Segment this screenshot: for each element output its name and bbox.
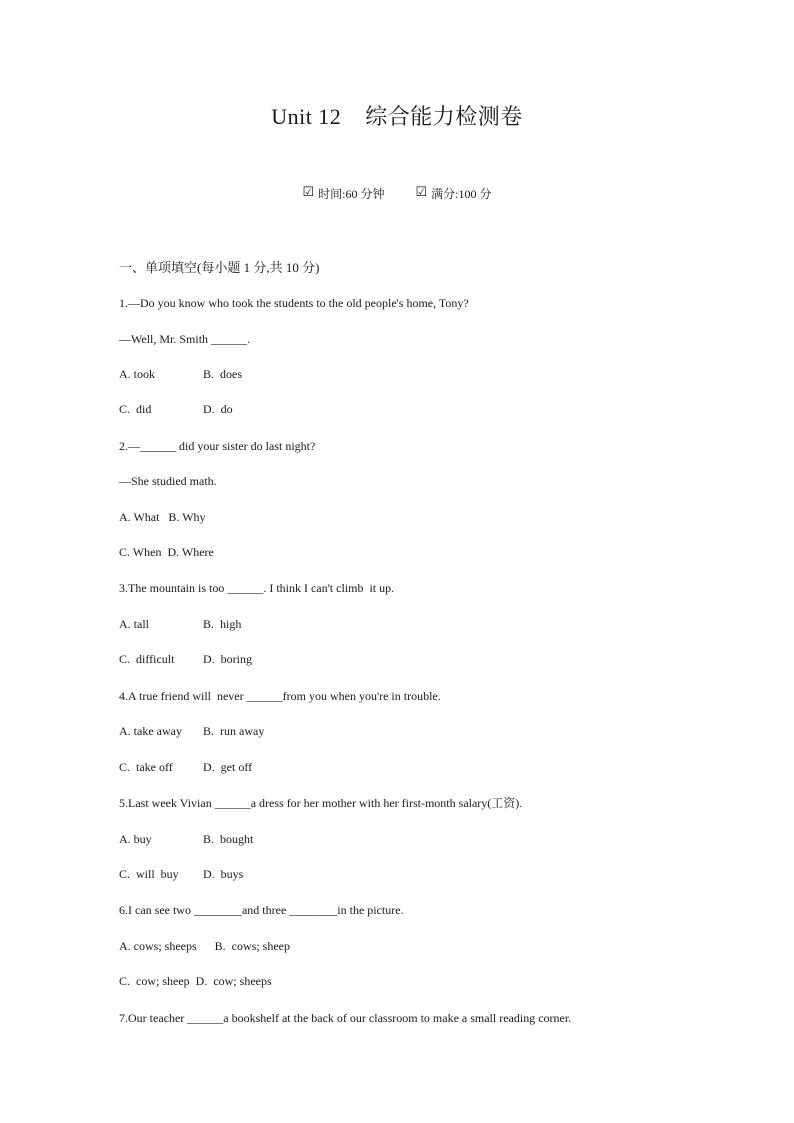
question-3-option-b: B. high: [203, 617, 242, 631]
question-6-options-cd: C. cow; sheep D. cow; sheeps: [119, 974, 272, 988]
question-4-option-b: B. run away: [203, 724, 265, 738]
question-2-reply: —She studied math.: [119, 474, 217, 488]
question-3-option-d: D. boring: [203, 652, 252, 666]
section-heading: 一、单项填空(每小题 1 分,共 10 分): [119, 260, 320, 275]
question-5-stem: 5.Last week Vivian ______a dress for her mother with her first-month salary(工资).: [119, 796, 523, 810]
page-title: Unit 12 综合能力检测卷: [271, 104, 523, 129]
checkbox-checked-icon: ☑: [302, 184, 315, 199]
question-4-stem: 4.A true friend will never ______from you when you're in trouble.: [119, 689, 441, 703]
time-limit-label: 时间:60 分钟: [318, 187, 385, 201]
question-1-reply: —Well, Mr. Smith ______.: [119, 332, 251, 346]
question-5-option-c: C. will buy: [119, 867, 179, 881]
question-4-option-c: C. take off: [119, 760, 173, 774]
question-2-stem: 2.—______ did your sister do last night?: [119, 439, 316, 453]
question-6-options-ab: A. cows; sheeps B. cows; sheep: [119, 939, 290, 953]
question-4-option-a: A. take away: [119, 724, 182, 738]
question-7-stem: 7.Our teacher ______a bookshelf at the back of our classroom to make a small reading corner.: [119, 1011, 572, 1025]
question-5-option-a: A. buy: [119, 832, 152, 846]
question-5-option-d: D. buys: [203, 867, 244, 881]
question-1-option-a: A. took: [119, 367, 155, 381]
checkbox-checked-icon: ☑: [415, 184, 428, 199]
question-1-option-b: B. does: [203, 367, 242, 381]
question-1-stem: 1.—Do you know who took the students to the old people's home, Tony?: [119, 296, 469, 310]
question-6-stem: 6.I can see two ________and three ________in the picture.: [119, 903, 404, 917]
question-5-option-b: B. bought: [203, 832, 254, 846]
question-3-option-a: A. tall: [119, 617, 149, 631]
question-3-stem: 3.The mountain is too ______. I think I can't climb it up.: [119, 581, 395, 595]
question-1-option-d: D. do: [203, 402, 233, 416]
exam-meta: [0, 184, 794, 202]
question-3-option-c: C. difficult: [119, 652, 175, 666]
question-4-option-d: D. get off: [203, 760, 253, 774]
question-2-options-cd: C. When D. Where: [119, 545, 214, 559]
question-2-options-ab: A. What B. Why: [119, 510, 206, 524]
full-score: [416, 184, 492, 202]
question-1-option-c: C. did: [119, 402, 152, 416]
full-score-label: 满分:100 分: [431, 187, 492, 201]
time-limit: [303, 184, 385, 202]
